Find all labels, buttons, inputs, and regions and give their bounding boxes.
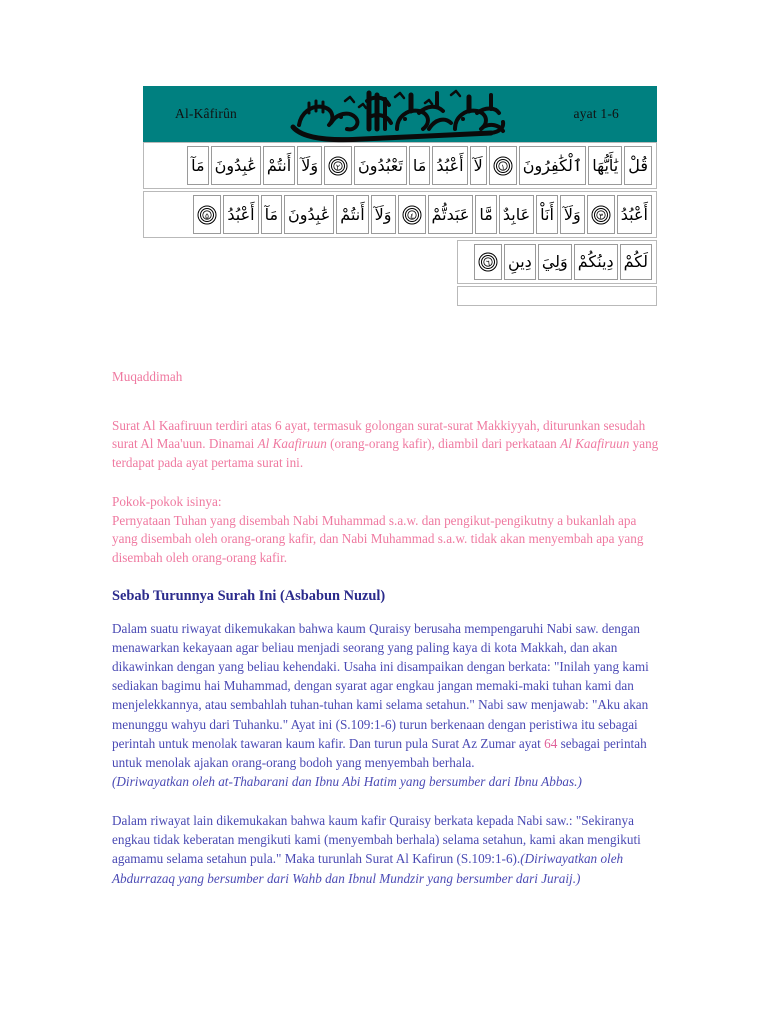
nuzul-p1-text-b: sebagai perintah untuk menolak ajakan orang-orang bodoh yang menyembah berhala. (112, 735, 647, 770)
document-body (112, 368, 660, 888)
ayat-word-cell: يَٰأَيُّهَا (588, 146, 622, 185)
svg-text:٥: ٥ (205, 210, 210, 220)
ayat-row-blank (457, 286, 657, 306)
nuzul-p2-text-a: Dalam riwayat lain dikemukakan bahwa kaum kafir Quraisy berkata kepada Nabi saw.: "Sekiranya engkau tidak keberatan mengikuti kami (menyembah berhala) selama setahun, kami akan mengikuti agamamu selama setahun pula." Maka turunlah Surat Al Kafirun (S.109:1-6). (112, 813, 641, 867)
ayat-word-cell: لَآ (470, 146, 487, 185)
nuzul-p2-source: (Diriwayatkan oleh Abdurrazaq yang bersumber dari Wahb dan Ibnul Mundzir yang bersumber dari Juraij.) (112, 851, 624, 886)
svg-text:٤: ٤ (409, 210, 414, 220)
intro-paragraph (112, 417, 660, 473)
nuzul-p1-text-a: Dalam suatu riwayat dikemukakan bahwa kaum Quraisy berusaha mempengaruhi Nabi saw. dengan menawarkan kekayaan agar beliau menjadi seorang yang paling kaya di kota Makkah, dan akan dikawinkan dengan yang beliau kehendaki. Usaha ini disampaikan dengan berkata: "Inilah yang kami sediakan bagimu hai Muhammad, dengan syarat agar engkau jangan memaki-maki tuhan kami dan menjelekkannya, atau sembahlah tuhan-tuhan kami selama setahun." Nabi saw menjawab: "Aku akan menunggu wahyu dari Tuhanku." Ayat ini (S.109:1-6) turun berkenaan dengan peristiwa itu sebagai perintah untuk menolak tawaran kaum kafir. Dan turun pula Surat Az Zumar ayat (112, 620, 649, 751)
intro-text-b: (orang-orang kafir), diambil dari perkataan (326, 436, 561, 452)
nuzul-p1-source: (Diriwayatkan oleh at-Thabarani dan Ibnu Abi Hatim yang bersumber dari Ibnu Abbas.) (112, 774, 582, 789)
ayat-word-cell: أَنَاْ (536, 195, 558, 234)
svg-text:٦: ٦ (486, 258, 491, 268)
ayat-grid (143, 142, 657, 306)
ayat-word-cell: أَنتُمْ (263, 146, 295, 185)
ayat-number-marker (193, 195, 221, 234)
ayat-word-cell: وَلِيَ (538, 244, 572, 280)
pokok-label: Pokok-pokok isinya: (112, 493, 222, 509)
intro-text-c: yang terdapat pada ayat pertama surat ini. (112, 436, 659, 471)
surah-header-banner (143, 86, 657, 142)
muqaddimah-heading: Muqaddimah (112, 369, 183, 384)
ayat-word-cell: ٱلْكَٰفِرُونَ (519, 146, 586, 185)
ayat-word-cell: أَنتُمْ (336, 195, 368, 234)
svg-text:٣: ٣ (598, 210, 603, 220)
ayat-word-cell: أَعْبُدُ (617, 195, 652, 234)
ayat-word-cell: مَآ (187, 146, 208, 185)
nuzul-paragraph-2 (112, 811, 660, 888)
ayat-word-cell: دِينُكُمْ (574, 244, 618, 280)
nuzul-heading: Sebab Turunnya Surah Ini (Asbabun Nuzul) (112, 587, 386, 604)
ayat-word-cell: لَكُمْ (620, 244, 652, 280)
ayat-word-cell: عَٰبِدُونَ (211, 146, 261, 185)
ayat-word-cell: وَلَآ (560, 195, 585, 234)
intro-italic-2: Al Kaafiruun (560, 436, 630, 452)
intro-italic-1: Al Kaafiruun (257, 436, 327, 452)
ayat-word-cell: قُلْ (624, 146, 652, 185)
ayat-word-cell: عَٰبِدُونَ (284, 195, 334, 234)
ayat-row (143, 142, 657, 189)
ayat-word-cell: أَعْبُدُ (223, 195, 258, 234)
surah-ayat-range-label: ayat 1-6 (573, 106, 619, 121)
surah-name-label: Al-Kâfirûn (175, 106, 237, 121)
ayat-number-marker (398, 195, 426, 234)
ayat-word-cell: دِينِ (504, 244, 536, 280)
ayat-row (143, 191, 657, 238)
ayat-row (457, 240, 657, 284)
ayat-number-marker (587, 195, 615, 234)
ayat-word-cell: مَآ (261, 195, 282, 234)
ayat-number-marker (489, 146, 517, 185)
ayat-reference-link[interactable]: 64 (544, 735, 558, 751)
bismillah-calligraphy-icon (285, 83, 515, 145)
ayat-number-marker (474, 244, 502, 280)
ayat-word-cell: مَا (409, 146, 430, 185)
ayat-number-marker (324, 146, 352, 185)
intro-text-a: Surat Al Kaafiruun terdiri atas 6 ayat, termasuk golongan surat-surat Makkiyyah, diturunkan sesudah surat Al Maa'uun. Dinamai (112, 417, 646, 452)
ayat-word-cell: وَلَآ (297, 146, 322, 185)
ayat-word-cell: أَعْبُدُ (432, 146, 467, 185)
pokok-body: Pernyataan Tuhan yang disembah Nabi Muhammad s.a.w. dan pengikut-pengikutny a bukanlah apa yang disembah oleh orang-orang kafir, dan Nabi Muhammad s.a.w. tidak akan menyembah apa yang disembah oleh orang-orang kafir. (112, 512, 644, 566)
ayat-word-cell: عَابِدٌ (499, 195, 534, 234)
surah-block (143, 86, 657, 306)
ayat-word-cell: مَّا (475, 195, 496, 234)
ayat-word-cell: تَعْبُدُونَ (354, 146, 407, 185)
ayat-word-cell: عَبَدتُّمْ (428, 195, 474, 234)
svg-text:٢: ٢ (336, 161, 341, 171)
svg-text:١: ١ (500, 161, 505, 171)
ayat-word-cell: وَلَآ (371, 195, 396, 234)
nuzul-paragraph-1 (112, 619, 660, 791)
